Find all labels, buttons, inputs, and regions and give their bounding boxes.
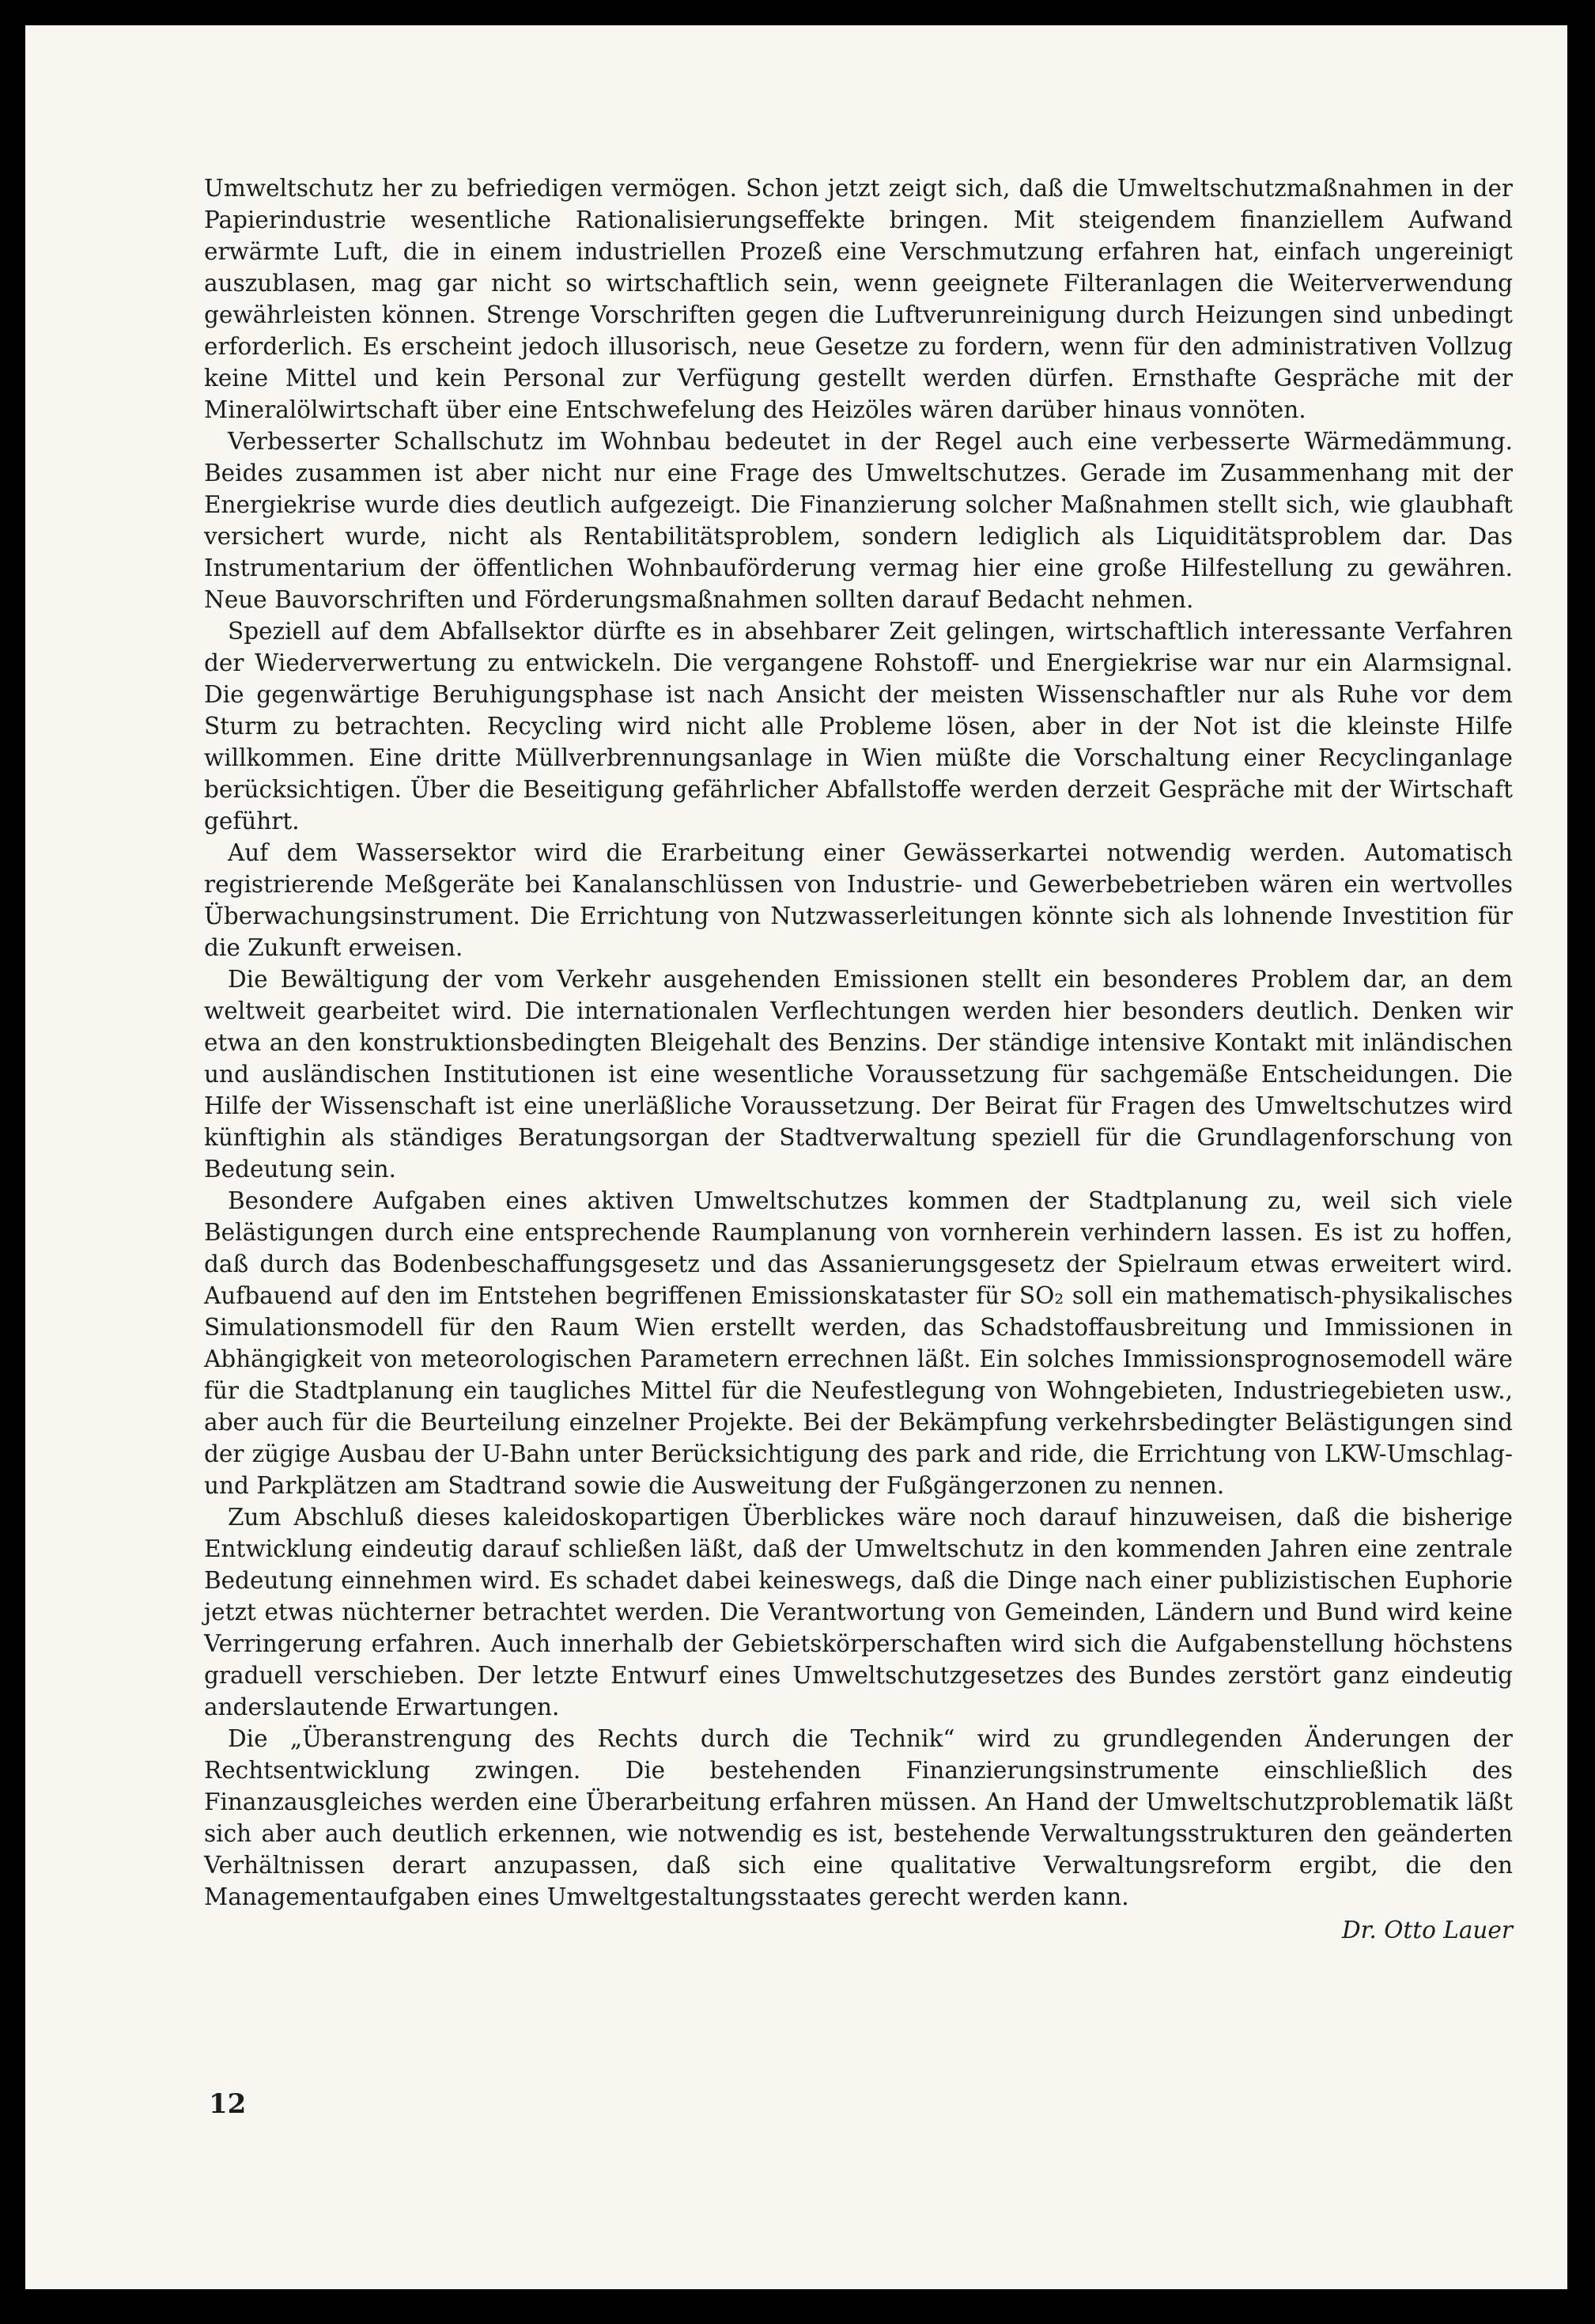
paragraph: Besondere Aufgaben eines aktiven Umweltschutzes kommen der Stadtplanung zu, weil sich viele Belästigungen durch eine entsprechende Raumplanung von vornherein verhindern lassen. Es ist zu hoffen, daß durch das Bodenbeschaffungsgesetz und das Assanierungsgesetz der Spielraum etwas erweitert wird. Aufbauend auf den im Entstehen begriffenen Emissionskataster für SO₂ soll ein mathematisch-physikalisches Simulationsmodell für den Raum Wien erstellt werden, das Schadstoffausbreitung und Immissionen in Abhängigkeit von meteorologischen Parametern errechnen läßt. Ein solches Immissionsprognosemodell wäre für die Stadtplanung ein taugliches Mittel für die Neufestlegung von Wohngebieten, Industriegebieten usw., aber auch für die Beurteilung einzelner Projekte. Bei der Bekämpfung verkehrsbedingter Belästigungen sind der zügige Ausbau der U-Bahn unter Berücksichtigung des park and ride, die Errichtung von LKW-Umschlag- und Parkplätzen am Stadtrand sowie die Ausweitung der Fußgängerzonen zu nennen. <box>204 1187 1513 1499</box>
page-number: 12 <box>209 2088 247 2120</box>
paragraph: Zum Abschluß dieses kaleidoskopartigen Überblickes wäre noch darauf hinzuweisen, daß die bisherige Entwicklung eindeutig darauf schließen läßt, daß der Umweltschutz in den kommenden Jahren eine zentrale Bedeutung einnehmen wird. Es schadet dabei keineswegs, daß die Dinge nach einer publizistischen Euphorie jetzt etwas nüchterner betrachtet werden. Die Verantwortung von Gemeinden, Ländern und Bund wird keine Verringerung erfahren. Auch innerhalb der Gebietskörperschaften wird sich die Aufgabenstellung höchstens graduell verschieben. Der letzte Entwurf eines Umweltschutzgesetzes des Bundes zerstört ganz eindeutig anderslautende Erwartungen. <box>204 1504 1513 1720</box>
article-body <box>204 172 1513 1946</box>
paragraph: Umweltschutz her zu befriedigen vermögen. Schon jetzt zeigt sich, daß die Umweltschutzmaßnahmen in der Papierindustrie wesentliche Rationalisierungseffekte bringen. Mit steigendem finanziellem Aufwand erwärmte Luft, die in einem industriellen Prozeß eine Verschmutzung erfahren hat, einfach ungereinigt auszublasen, mag gar nicht so wirtschaftlich sein, wenn geeignete Filteranlagen die Weiterverwendung gewährleisten können. Strenge Vorschriften gegen die Luftverunreinigung durch Heizungen sind unbedingt erforderlich. Es erscheint jedoch illusorisch, neue Gesetze zu fordern, wenn für den administrativen Vollzug keine Mittel und kein Personal zur Verfügung gestellt werden dürfen. Ernsthafte Gespräche mit der Mineralölwirtschaft über eine Entschwefelung des Heizöles wären darüber hinaus vonnöten. <box>204 175 1513 423</box>
document-page <box>25 25 1567 2289</box>
author-signature: Dr. Otto Lauer <box>1341 1917 1513 1944</box>
paragraph: Auf dem Wassersektor wird die Erarbeitung einer Gewässerkartei notwendig werden. Automatisch registrierende Meßgeräte bei Kanalanschlüssen von Industrie- und Gewerbebetrieben wären ein wertvolles Überwachungsinstrument. Die Errichtung von Nutzwasserleitungen könnte sich als lohnende Investition für die Zukunft erweisen. <box>204 839 1513 961</box>
paragraph: Speziell auf dem Abfallsektor dürfte es in absehbarer Zeit gelingen, wirtschaftlich interessante Verfahren der Wiederverwertung zu entwickeln. Die vergangene Rohstoff- und Energiekrise war nur ein Alarmsignal. Die gegenwärtige Beruhigungsphase ist nach Ansicht der meisten Wissenschaftler nur als Ruhe vor dem Sturm zu betrachten. Recycling wird nicht alle Probleme lösen, aber in der Not ist die kleinste Hilfe willkommen. Eine dritte Müllverbrennungsanlage in Wien müßte die Vorschaltung einer Recyclinganlage berücksichtigen. Über die Beseitigung gefährlicher Abfallstoffe werden derzeit Gespräche mit der Wirtschaft geführt. <box>204 618 1513 835</box>
paragraph: Verbesserter Schallschutz im Wohnbau bedeutet in der Regel auch eine verbesserte Wärmedämmung. Beides zusammen ist aber nicht nur eine Frage des Umweltschutzes. Gerade im Zusammenhang mit der Energiekrise wurde dies deutlich aufgezeigt. Die Finanzierung solcher Maßnahmen stellt sich, wie glaubhaft versichert wurde, nicht als Rentabilitätsproblem, sondern lediglich als Liquiditätsproblem dar. Das Instrumentarium der öffentlichen Wohnbauförderung vermag hier eine große Hilfestellung zu gewähren. Neue Bauvorschriften und Förderungsmaßnahmen sollten darauf Bedacht nehmen. <box>204 428 1513 613</box>
paragraph: Die „Überanstrengung des Rechts durch die Technik“ wird zu grundlegenden Änderungen der Rechtsentwicklung zwingen. Die bestehenden Finanzierungsinstrumente einschließlich des Finanzausgleiches werden eine Überarbeitung erfahren müssen. An Hand der Umweltschutzproblematik läßt sich aber auch deutlich erkennen, wie notwendig es ist, bestehende Verwaltungsstrukturen den geänderten Verhältnissen derart anzupassen, daß sich eine qualitative Verwaltungsreform ergibt, die den Managementaufgaben eines Umweltgestaltungsstaates gerecht werden kann. <box>204 1725 1513 1910</box>
paragraph: Die Bewältigung der vom Verkehr ausgehenden Emissionen stellt ein besonderes Problem dar, an dem weltweit gearbeitet wird. Die internationalen Verflechtungen werden hier besonders deutlich. Denken wir etwa an den konstruktionsbedingten Bleigehalt des Benzins. Der ständige intensive Kontakt mit inländischen und ausländischen Institutionen ist eine wesentliche Voraussetzung für sachgemäße Entscheidungen. Die Hilfe der Wissenschaft ist eine unerläßliche Voraussetzung. Der Beirat für Fragen des Umweltschutzes wird künftighin als ständiges Beratungsorgan der Stadtverwaltung speziell für die Grundlagenforschung von Bedeutung sein. <box>204 966 1513 1183</box>
